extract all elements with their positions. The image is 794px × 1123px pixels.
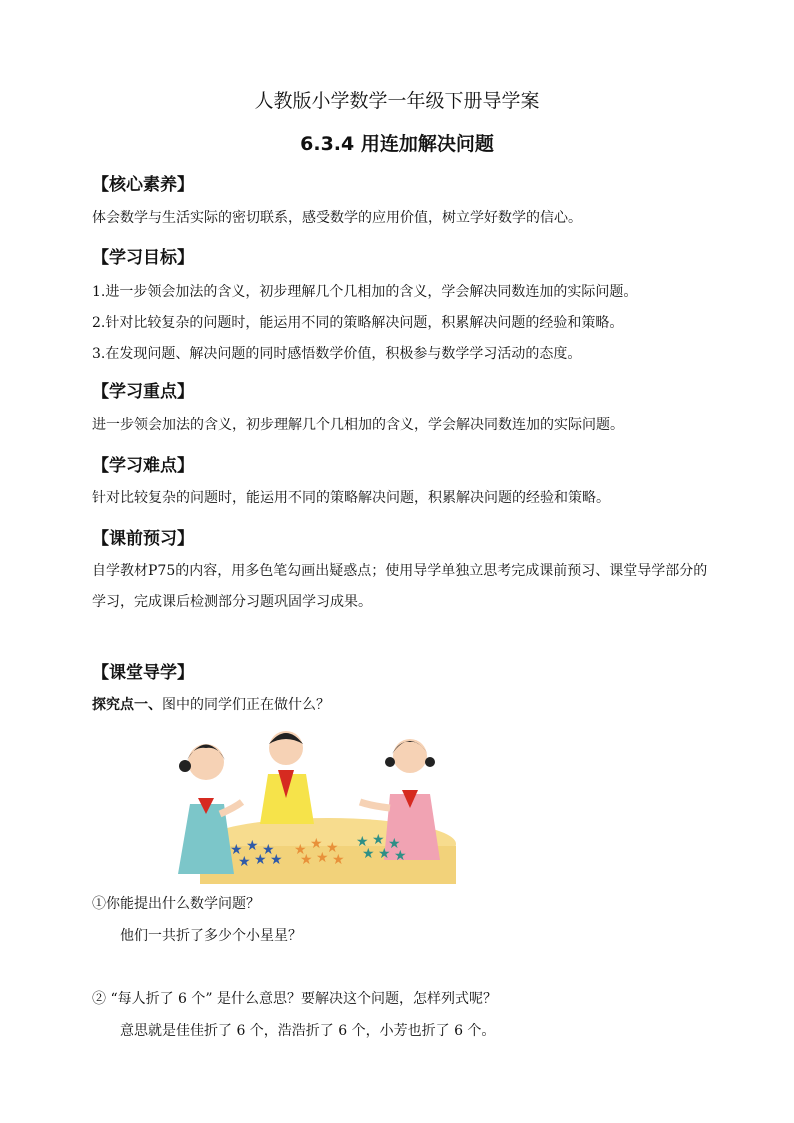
svg-text:★: ★ [230, 842, 243, 858]
girl-right-arm [360, 802, 390, 808]
key-points-heading: 【学习重点】 [92, 382, 194, 402]
svg-text:★: ★ [310, 836, 323, 852]
question-2: ② “每人折了 6 个” 是什么意思？要解决这个问题，怎样列式呢？ [92, 991, 498, 1007]
difficulties-text: 针对比较复杂的问题时，能运用不同的策略解决问题，积累解决问题的经验和策略。 [92, 490, 610, 506]
document-title: 人教版小学数学一年级下册导学案 [254, 90, 540, 112]
core-literacy-heading: 【核心素养】 [92, 175, 194, 195]
svg-text:★: ★ [254, 852, 267, 868]
explore-question: 图中的同学们正在做什么？ [162, 697, 330, 713]
svg-text:★: ★ [332, 852, 345, 868]
svg-text:★: ★ [394, 848, 407, 864]
svg-text:★: ★ [238, 854, 251, 870]
svg-text:★: ★ [362, 846, 375, 862]
learning-goal-3: 3.在发现问题、解决问题的同时感悟数学价值，积极参与数学学习活动的态度。 [92, 346, 582, 362]
svg-text:★: ★ [262, 842, 275, 858]
classroom-guide-heading: 【课堂导学】 [92, 663, 194, 683]
lesson-title: 6.3.4 用连加解决问题 [300, 133, 494, 155]
girl-left-ponytail [179, 760, 191, 772]
question-1: ①你能提出什么数学问题？ [92, 896, 260, 912]
preview-heading: 【课前预习】 [92, 529, 194, 549]
explore-point-1 [92, 694, 330, 714]
svg-text:★: ★ [356, 834, 369, 850]
svg-text:★: ★ [326, 840, 339, 856]
answer-2: 意思就是佳佳折了 6 个，浩浩折了 6 个，小芳也折了 6 个。 [120, 1023, 496, 1039]
svg-text:★: ★ [378, 846, 391, 862]
key-points-text: 进一步领会加法的含义，初步理解几个几相加的含义，学会解决同数连加的实际问题。 [92, 417, 624, 433]
explore-label: 探究点一、 [92, 697, 162, 713]
svg-text:★: ★ [246, 838, 259, 854]
boy-middle-figure [260, 731, 314, 824]
svg-text:★: ★ [270, 852, 283, 868]
learning-goal-2: 2.针对比较复杂的问题时，能运用不同的策略解决问题，积累解决问题的经验和策略。 [92, 315, 624, 331]
svg-text:★: ★ [300, 852, 313, 868]
girl-left-face [188, 744, 224, 780]
girl-right-face [393, 739, 427, 773]
svg-text:★: ★ [372, 832, 385, 848]
teal-star-group [356, 832, 407, 864]
learning-goals-heading: 【学习目标】 [92, 248, 194, 268]
children-folding-stars-illustration [168, 724, 458, 884]
girl-right-braid-left [385, 757, 395, 767]
difficulties-heading: 【学习难点】 [92, 456, 194, 476]
svg-text:★: ★ [294, 842, 307, 858]
svg-text:★: ★ [316, 850, 329, 866]
answer-1: 他们一共折了多少个小星星？ [120, 928, 302, 944]
girl-right-braid-right [425, 757, 435, 767]
learning-goal-1: 1.进一步领会加法的含义，初步理解几个几相加的含义，学会解决同数连加的实际问题。 [92, 284, 638, 300]
svg-text:★: ★ [388, 836, 401, 852]
core-literacy-text: 体会数学与生活实际的密切联系，感受数学的应用价值，树立学好数学的信心。 [92, 210, 582, 226]
preview-text: 自学教材P75的内容，用多色笔勾画出疑惑点；使用导学单独立思考完成课前预习、课堂导学部分的学习，完成课后检测部分习题巩固学习成果。 [92, 563, 708, 610]
